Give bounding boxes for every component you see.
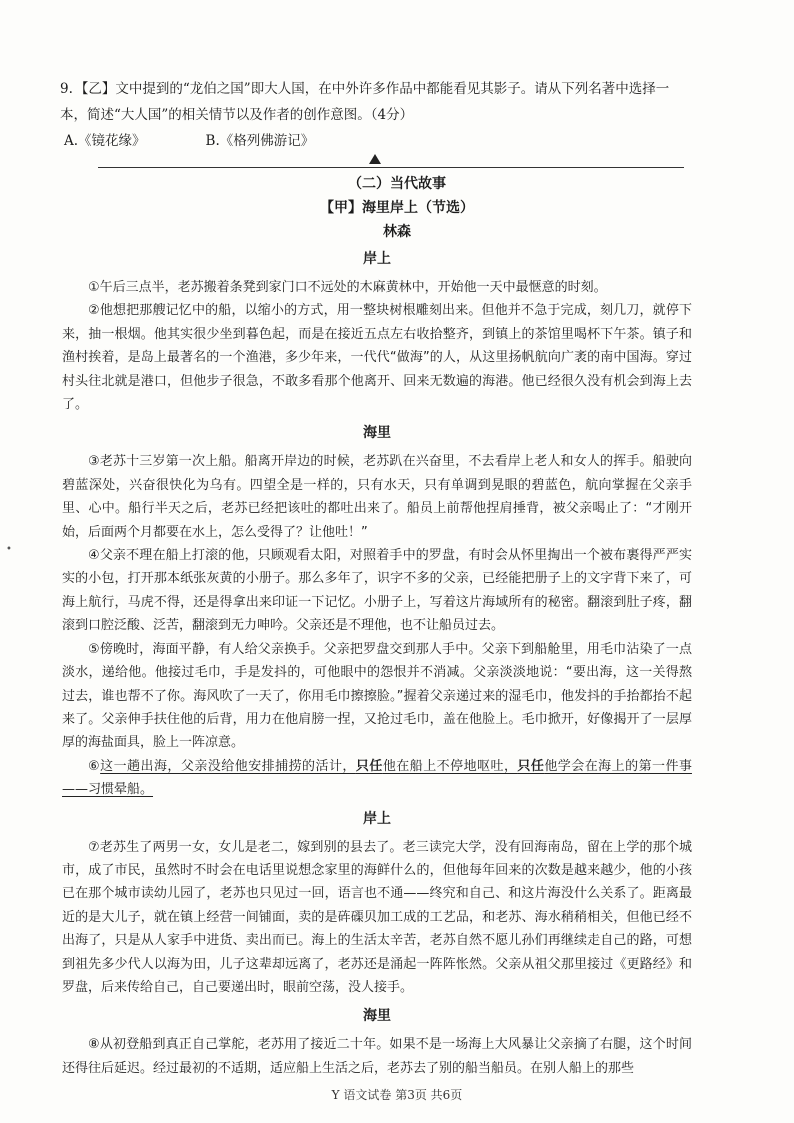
paragraph-4: ④父亲不理在船上打滚的他，只顾观看太阳，对照着手中的罗盘，有时会从怀里掏出一个被布裹得严严实实的小包，打开那本纸张灰黄的小册子。那么多年了，识字不多的父亲，已经能把册子上的文字背下来了，可海上航行，马虎不得，还是得拿出来印证一下记忆。小册子上，写着这片海域所有的秘密。翻滚到肚子疼，翻滚到口腔泛酸、泛苦，翻滚到无力呻吟。父亲还是不理他，也不让船员过去。 [62,548,692,634]
paragraph-8: ⑧从初登船到真正自己掌舵，老苏用了接近二十年。如果不是一场海上大风暴让父亲摘了右腿，这个时间还得往后延迟。经过最初的不适期，适应船上生活之后，老苏去了别的船当船员。在别人船上的那些 [62,1037,692,1076]
option-a: A.《镜花缘》 [64,133,146,149]
question-text: 【乙】文中提到的“龙伯之国”即大人国，在中外许多作品中都能看见其影子。请从下列名著中选择一本，简述“大人国”的相关情节以及作者的创作意图。（4分） [60,81,670,123]
triangle-marker-icon [369,154,381,164]
subtitle-shore-2: 岸上 [363,810,391,827]
subtitle-sea-2: 海里 [363,1008,391,1025]
paragraph-2: ②他想把那艘记忆中的船，以缩小的方式，用一整块树根雕刻出来。但他并不急于完成，刻几刀，就停下来，抽一根烟。他其实很少坐到暮色起，而是在接近五点左右收拾整齐，到镇上的茶馆里喝杯下午茶。镇子和渔村挨着，是岛上最著名的一个渔港，多少年来，一代代“做海”的人，从这里扬帆航向广袤的南中国海。穿过村头往北就是港口，但他步子很急，不敢多看那个他离开、回来无数遍的海港。他已经很久没有机会到海上去了。 [62,303,692,413]
margin-mark: • [6,544,12,555]
question-9 [60,76,696,154]
section-title: （二）当代故事 [348,176,446,192]
question-options [64,128,696,154]
page-footer: Y 语文试卷 第3页 共6页 [331,1088,463,1102]
section-divider [98,167,684,168]
author-name: 林森 [383,224,411,240]
paragraph-6: ⑥这一趟出海，父亲没给他安排捕捞的活计，只任他在船上不停地呕吐，只任他学会在海上的第一件事——习惯晕船。 [62,758,692,798]
article-title: 【甲】海里岸上（节选） [320,200,474,216]
subtitle-sea-1: 海里 [363,425,391,442]
paragraph-1: ①午后三点半，老苏搬着条凳到家门口不远处的木麻黄林中，开始他一天中最惬意的时刻。 [88,280,607,295]
paragraph-7: ⑦老苏生了两男一女，女儿是老二，嫁到别的县去了。老三读完大学，没有回海南岛，留在上学的那个城市，成了市民，虽然时不时会在电话里说想念家里的海鲜什么的，但他每年回来的次数是越来越少，他的小孩已在那个城市读幼儿园了，老苏也只见过一回，语言也不通——终究和自己、和这片海没什么关系了。距离最近的是大儿子，就在镇上经营一间铺面，卖的是砗磲贝加工成的工艺品，和老苏、海水稍稍相关，但他已经不出海了，只是从人家手中进货、卖出而已。海上的生活太辛苦，老苏自然不愿儿孙们再继续走自己的路，可想到祖先多少代人以海为田，儿子这辈却远离了，老苏还是涌起一阵阵怅然。父亲从祖父那里接过《更路经》和罗盘，后来传给自己，自己要递出时，眼前空荡，没人接手。 [62,839,692,995]
bold-underlined-text: 只任 [355,758,383,774]
article-body [62,242,692,1080]
bold-underlined-text: 只任 [517,758,545,774]
option-b: B.《格列佛游记》 [205,133,315,149]
paragraph-3: ③老苏十三岁第一次上船。船离开岸边的时候，老苏趴在兴奋里，不去看岸上老人和女人的挥手。船驶向碧蓝深处，兴奋很快化为乌有。四望全是一样的，只有水天，只有单调到晃眼的碧蓝色，航向掌握在父亲手里、心中。船行半天之后，老苏已经把该吐的都吐出来了。船员上前帮他捏肩捶背，被父亲喝止了：“才刚开始，后面两个月都要在水上，怎么受得了？让他吐！” [62,454,692,540]
underlined-text: 他在船上不停地呕吐， [382,758,518,774]
question-number: 9. [60,81,73,97]
subtitle-shore-1: 岸上 [363,251,391,267]
paragraph-5: ⑤傍晚时，海面平静，有人给父亲换手。父亲把罗盘交到那人手中。父亲下到船舱里，用毛巾沾染了一点淡水，递给他。他接过毛巾，手是发抖的，可他眼中的怨恨并不消减。父亲淡淡地说：“要出海，这一关得熬过去，谁也帮不了你。海风吹了一天了，你用毛巾擦擦脸。”握着父亲递过来的湿毛巾，他发抖的手抬都抬不起来了。父亲伸手扶住他的后背，用力在他肩膀一捏，又抢过毛巾，盖在他脸上。毛巾掀开，好像揭开了一层厚厚的海盐面具，脸上一阵凉意。 [62,641,692,751]
underlined-text: 这一趟出海，父亲没给他安排捕捞的活计， [100,758,356,774]
underlined-text: 他学会在海上的第一件事——习惯晕船。 [62,758,692,798]
